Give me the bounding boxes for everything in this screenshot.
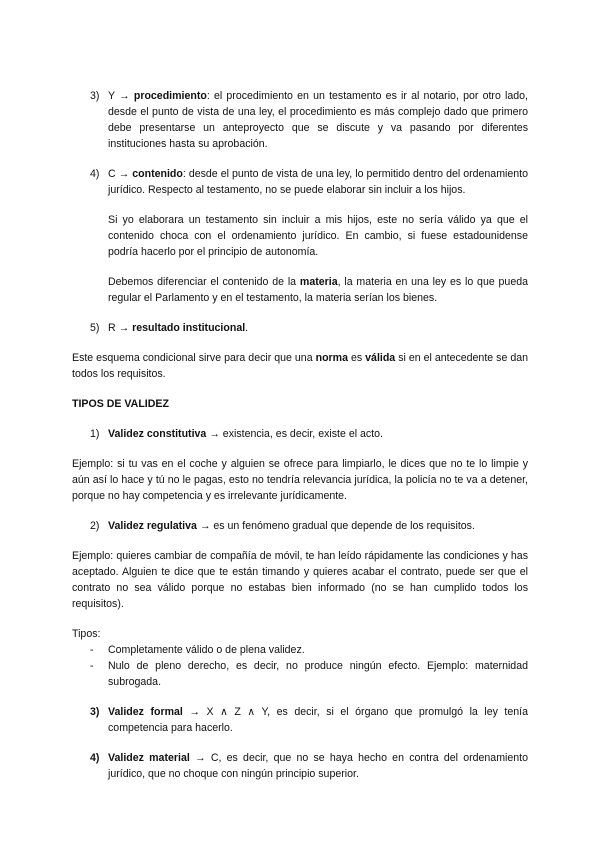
item-prefix: Y → [108,90,134,102]
item-number: 3) [90,90,100,102]
list-item-validez-constitutiva [72,426,528,442]
item-text: → X ∧ Z ∧ Y, es decir, si el órgano que promulgó la ley tenía competencia para hacerlo. [108,706,528,734]
tipos-list-item [72,658,528,690]
item-prefix: C → [108,168,133,180]
list-item-validez-material [72,750,528,782]
list-item-contenido [72,166,528,198]
item-term: procedimiento [133,90,207,102]
item-term: Validez formal [108,706,183,718]
item-number: 2) [90,520,100,532]
ejemplo-paragraph-2: Ejemplo: quieres cambiar de compañía de móvil, te han leído rápidamente las condiciones y has aceptado. Alguien te dice que te están timando y quieres acabar el contrato, puede ser que el contrato no sea válido porque no estabas bien informado (no se han cumplido todos los requisitos). [72,550,528,610]
bold-term: norma [315,352,348,364]
text-segment: Este esquema condicional sirve para decir que una [72,352,316,364]
dash-marker: - [90,660,94,672]
item-text: : el procedimiento en un testamento es ir al notario, por otro lado, desde el punto de vista de una ley, el procedimiento es más complejo dado que primero debe presentarse un anteproyecto que se discute y va pasando por diferentes instituciones hasta su aprobación. [108,90,528,150]
item-number: 4) [90,168,100,180]
ejemplo-paragraph-1: Ejemplo: si tu vas en el coche y alguien se ofrece para limpiarlo, le dices que no te lo limpie y aún así lo hace y tú no le pagas, esto no tendría relevancia jurídica, la policía no te va a detener, porque no hay competencia y es irrelevante jurídicamente. [72,458,528,502]
text-segment: es [347,352,366,364]
tipos-list [72,642,528,690]
sub-paragraph-materia [72,274,528,306]
tipos-item-text: Completamente válido o de plena validez. [108,644,305,656]
item-text: → C, es decir, que no se haya hecho en contra del ordenamiento jurídico, que no choque con ningún principio superior. [108,752,528,780]
list-item-resultado [72,320,528,336]
text-segment: Debemos diferenciar el contenido de la [108,276,300,288]
item-text: → existencia, es decir, existe el acto. [206,428,383,440]
item-number: 4) [90,752,100,764]
item-prefix: R → [108,322,133,334]
item-number: 5) [90,322,100,334]
bold-term: válida [365,352,396,364]
section-heading: TIPOS DE VALIDEZ [72,398,169,410]
tipos-item-text: Nulo de pleno derecho, es decir, no produce ningún efecto. Ejemplo: maternidad subrogada. [108,660,528,688]
item-term: Validez material [108,752,190,764]
conditional-paragraph [72,350,528,382]
tipos-list-item [72,642,528,658]
item-text: : desde el punto de vista de una ley, lo permitido dentro del ordenamiento jurídico. Respecto al testamento, no se puede elaborar sin incluir a los hijos. [108,168,528,196]
item-text: . [245,322,249,334]
text-segment: , la materia en una ley es lo que pueda regular el Parlamento y en el testamento, la materia serían los bienes. [108,276,528,304]
list-item-validez-regulativa [72,518,528,534]
item-term: Validez constitutiva [108,428,207,440]
sub-paragraph-testamento: Si yo elaborara un testamento sin incluir a mis hijos, este no sería válido ya que el contenido choca con el ordenamiento jurídico. En cambio, si fuese estadounidense podría hacerlo por el principio de autonomía. [108,214,528,258]
item-number: 1) [90,428,100,440]
bold-term: materia [299,276,338,288]
item-term: Validez regulativa [108,520,197,532]
item-term: contenido [132,168,183,180]
item-number: 3) [90,706,100,718]
item-term: resultado institucional [132,322,246,334]
list-item-procedimiento [72,88,528,152]
text-segment: si en el antecedente se dan todos los requisitos. [72,352,528,380]
item-text: → es un fenómeno gradual que depende de los requisitos. [196,520,475,532]
dash-marker: - [90,644,94,656]
list-item-validez-formal [72,704,528,736]
tipos-label: Tipos: [72,628,101,640]
